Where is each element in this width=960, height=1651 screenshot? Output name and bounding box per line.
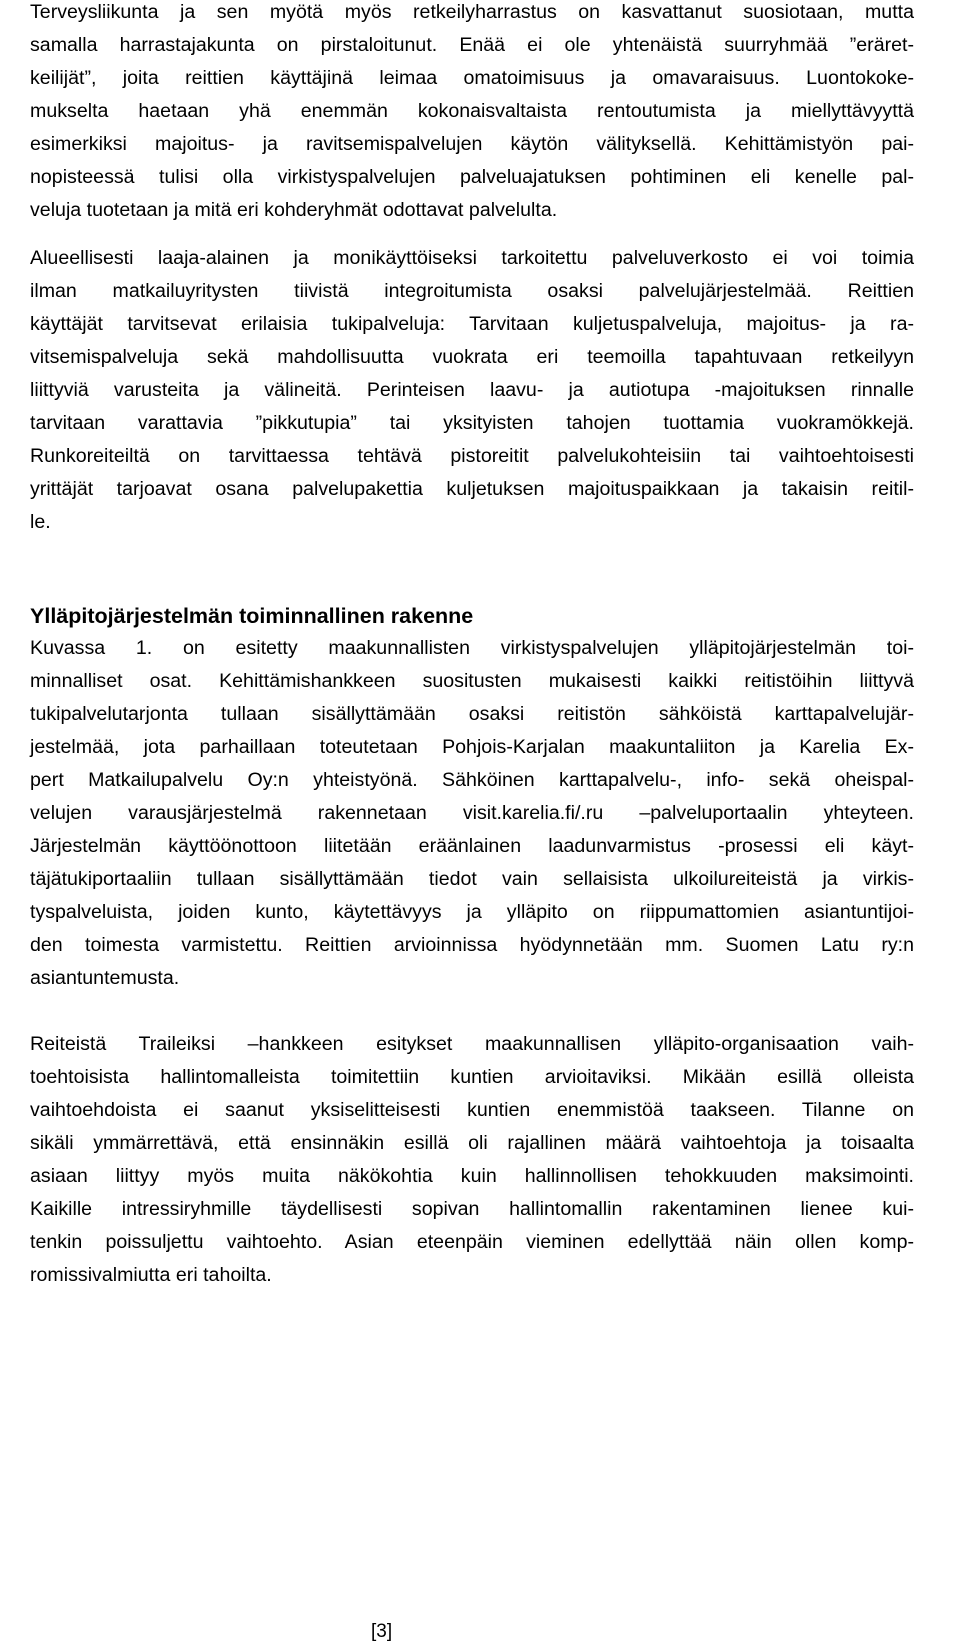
- text-line: esimerkiksi majoitus- ja ravitsemispalvelujen käytön välityksellä. Kehittämistyön pai-: [30, 133, 914, 155]
- text-line: tyspalveluista, joiden kunto, käytettävyys ja ylläpito on riippumattomien asiantuntijoi-: [30, 901, 914, 923]
- paragraph-4: [30, 1028, 914, 1292]
- text-line: sikäli ymmärrettävä, että ensinnäkin esillä oli rajallinen määrä vaihtoehtoja ja toisaalta: [30, 1132, 914, 1154]
- text-line: minnalliset osat. Kehittämishankkeen suositusten mukaisesti kaikki reitistöihin liittyvä: [30, 670, 914, 692]
- text-line: samalla harrastajakunta on pirstaloitunut. Enää ei ole yhtenäistä suurryhmää ”eräret-: [30, 34, 914, 56]
- text-line: asiaan liittyy myös muita näkökohtia kuin hallinnollisen tehokkuuden maksimointi.: [30, 1165, 914, 1187]
- text-line: vitsemispalveluja sekä mahdollisuutta vuokrata eri teemoilla tapahtuvaan retkeilyyn: [30, 346, 914, 368]
- text-line: romissivalmiutta eri tahoilta.: [30, 1264, 272, 1286]
- text-line: den toimesta varmistettu. Reittien arvioinnissa hyödynnetään mm. Suomen Latu ry:n: [30, 934, 914, 956]
- text-line: Runkoreiteiltä on tarvittaessa tehtävä pistoreitit palvelukohteisiin tai vaihtoehtoisesti: [30, 445, 914, 467]
- text-line: veluja tuotetaan ja mitä eri kohderyhmät odottavat palvelulta.: [30, 199, 558, 221]
- text-line: Terveysliikunta ja sen myötä myös retkeilyharrastus on kasvattanut suosiotaan, mutta: [30, 1, 914, 23]
- text-line: pert Matkailupalvelu Oy:n yhteistyönä. Sähköinen karttapalvelu-, info- sekä oheispal-: [30, 769, 914, 791]
- text-line: toehtoisista hallintomalleista toimitettiin kuntien arvioitaviksi. Mikään esillä olleista: [30, 1066, 914, 1088]
- text-line: velujen varausjärjestelmä rakennetaan visit.karelia.fi/.ru –palveluportaalin yhteyteen.: [30, 802, 914, 824]
- text-line: Reiteistä Traileiksi –hankkeen esitykset maakunnallisen ylläpito-organisaation vaih-: [30, 1033, 914, 1055]
- text-line: tenkin poissuljettu vaihtoehto. Asian eteenpäin vieminen edellyttää näin ollen komp-: [30, 1231, 914, 1253]
- text-line: le.: [30, 511, 51, 533]
- paragraph-1: [30, 0, 914, 227]
- text-line: yrittäjät tarjoavat osana palvelupakettia kuljetuksen majoituspaikkaan ja takaisin reitil-: [30, 478, 914, 500]
- paragraph-2: [30, 242, 914, 539]
- text-line: vaihtoehdoista ei saanut yksiselitteisesti kuntien enemmistöä taakseen. Tilanne on: [30, 1099, 914, 1121]
- text-line: tukipalvelutarjonta tullaan sisällyttämään osaksi reitistön sähköistä karttapalvelujär-: [30, 703, 914, 725]
- text-line: liittyviä varusteita ja välineitä. Perinteisen laavu- ja autiotupa -majoituksen rinnalle: [30, 379, 914, 401]
- text-line: ilman matkailuyritysten tiivistä integroitumista osaksi palvelujärjestelmää. Reittien: [30, 280, 914, 302]
- text-line: Järjestelmän käyttöönottoon liitetään eräänlainen laadunvarmistus -prosessi eli käyt-: [30, 835, 914, 857]
- text-line: nopisteessä tulisi olla virkistyspalvelujen palveluajatuksen pohtiminen eli kenelle pal-: [30, 166, 914, 188]
- text-line: täjätukiportaaliin tullaan sisällyttämään tiedot vain sellaisista ulkoilureiteistä ja virkis-: [30, 868, 914, 890]
- text-line: tarvitaan varattavia ”pikkutupia” tai yksityisten tahojen tuottamia vuokramökkejä.: [30, 412, 914, 434]
- page-number: [3]: [371, 1621, 393, 1642]
- text-line: asiantuntemusta.: [30, 967, 180, 989]
- text-line: Kuvassa 1. on esitetty maakunnallisten virkistyspalvelujen ylläpitojärjestelmän toi-: [30, 637, 914, 659]
- section-heading: Ylläpitojärjestelmän toiminnallinen rakenne: [30, 604, 474, 628]
- text-line: Alueellisesti laaja-alainen ja monikäyttöiseksi tarkoitettu palveluverkosto ei voi toimia: [30, 247, 914, 269]
- text-line: jestelmää, jota parhaillaan toteutetaan Pohjois-Karjalan maakuntaliiton ja Karelia Ex-: [30, 736, 914, 758]
- text-line: Kaikille intressiryhmille täydellisesti sopivan hallintomallin rakentaminen lienee kui-: [30, 1198, 914, 1220]
- text-line: käyttäjät tarvitsevat erilaisia tukipalveluja: Tarvitaan kuljetuspalveluja, majoitus- ja ra-: [30, 313, 914, 335]
- text-line: mukselta haetaan yhä enemmän kokonaisvaltaista rentoutumista ja miellyttävyyttä: [30, 100, 914, 122]
- text-line: keilijät”, joita reittien käyttäjinä leimaa omatoimisuus ja omavaraisuus. Luontokoke-: [30, 67, 914, 89]
- paragraph-3: [30, 632, 914, 995]
